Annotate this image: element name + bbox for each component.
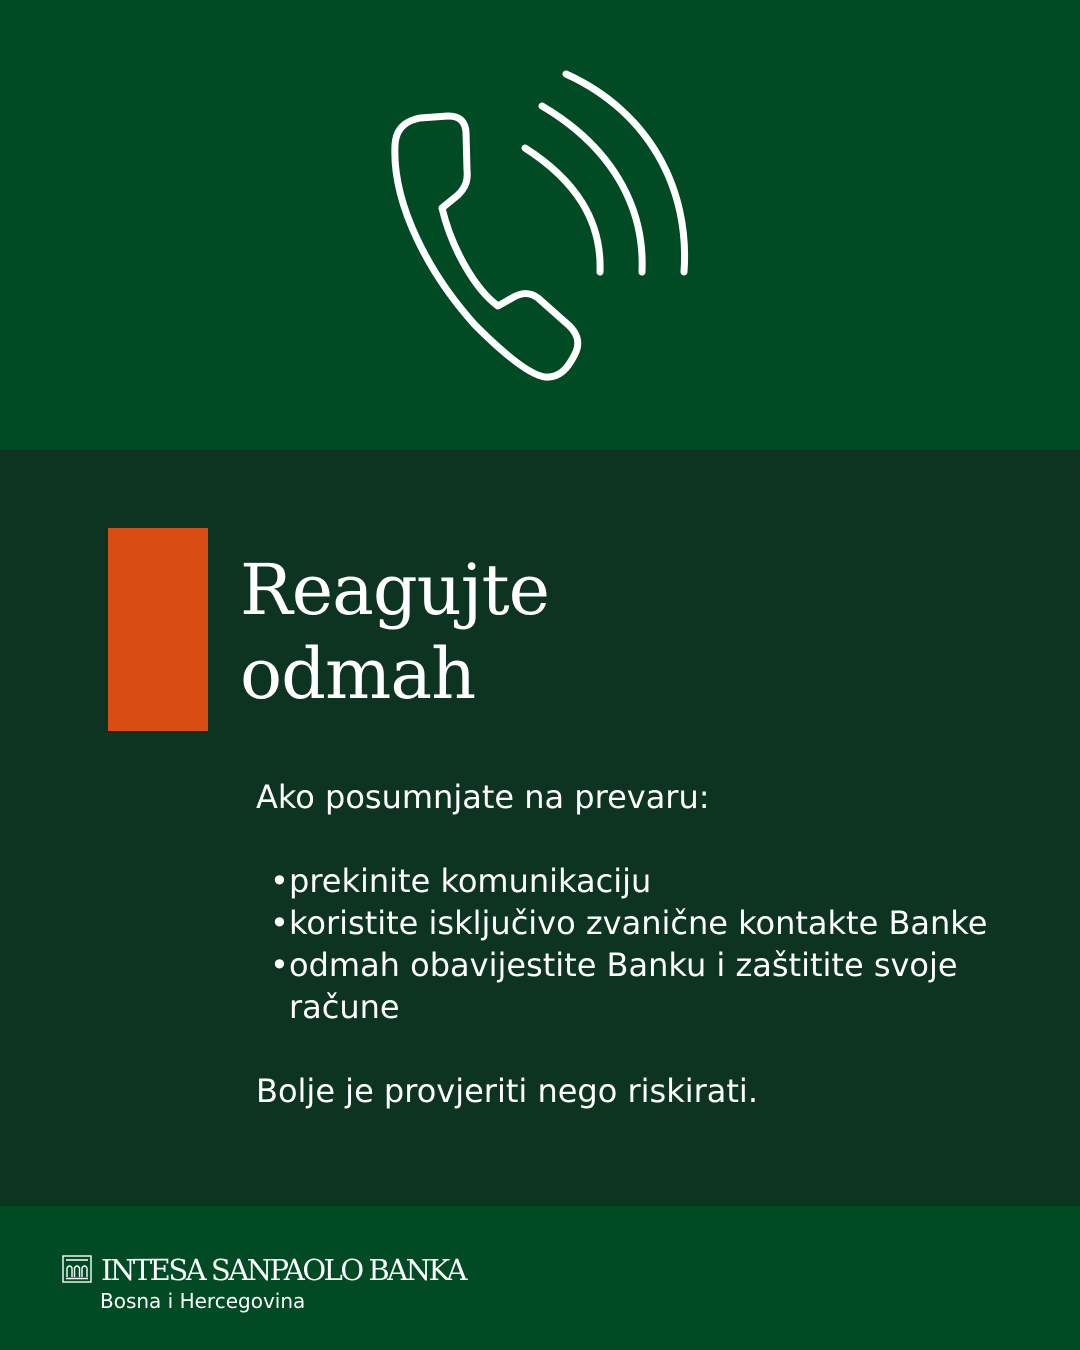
bullet-icon: • [270, 904, 289, 942]
brand-subtitle: Bosna i Hercegovina [100, 1289, 306, 1313]
list-item-text: odmah obavijestite Banku i zaštitite svoje račune [289, 946, 958, 1026]
headline [240, 548, 840, 716]
body-text [256, 776, 996, 1112]
headline-line-2: odmah [240, 633, 476, 715]
top-banner [0, 0, 1080, 450]
bullet-icon: • [270, 946, 289, 984]
accent-bar [108, 528, 208, 731]
phone-ringing-icon [380, 60, 700, 390]
advice-list [256, 860, 996, 1028]
closing-text: Bolje je provjeriti nego riskirati. [256, 1072, 758, 1110]
list-item [256, 944, 996, 1028]
list-item [256, 860, 996, 902]
brand-name: INTESA SANPAOLO BANKA [101, 1253, 465, 1287]
intro-text: Ako posumnjate na prevaru: [256, 778, 710, 816]
list-item [256, 902, 996, 944]
list-item-text: prekinite komunikaciju [289, 862, 652, 900]
headline-line-1: Reagujte [240, 549, 550, 631]
bank-building-logo-icon [62, 1255, 92, 1283]
bullet-icon: • [270, 862, 289, 900]
list-item-text: koristite isključivo zvanične kontakte Banke [289, 904, 988, 942]
